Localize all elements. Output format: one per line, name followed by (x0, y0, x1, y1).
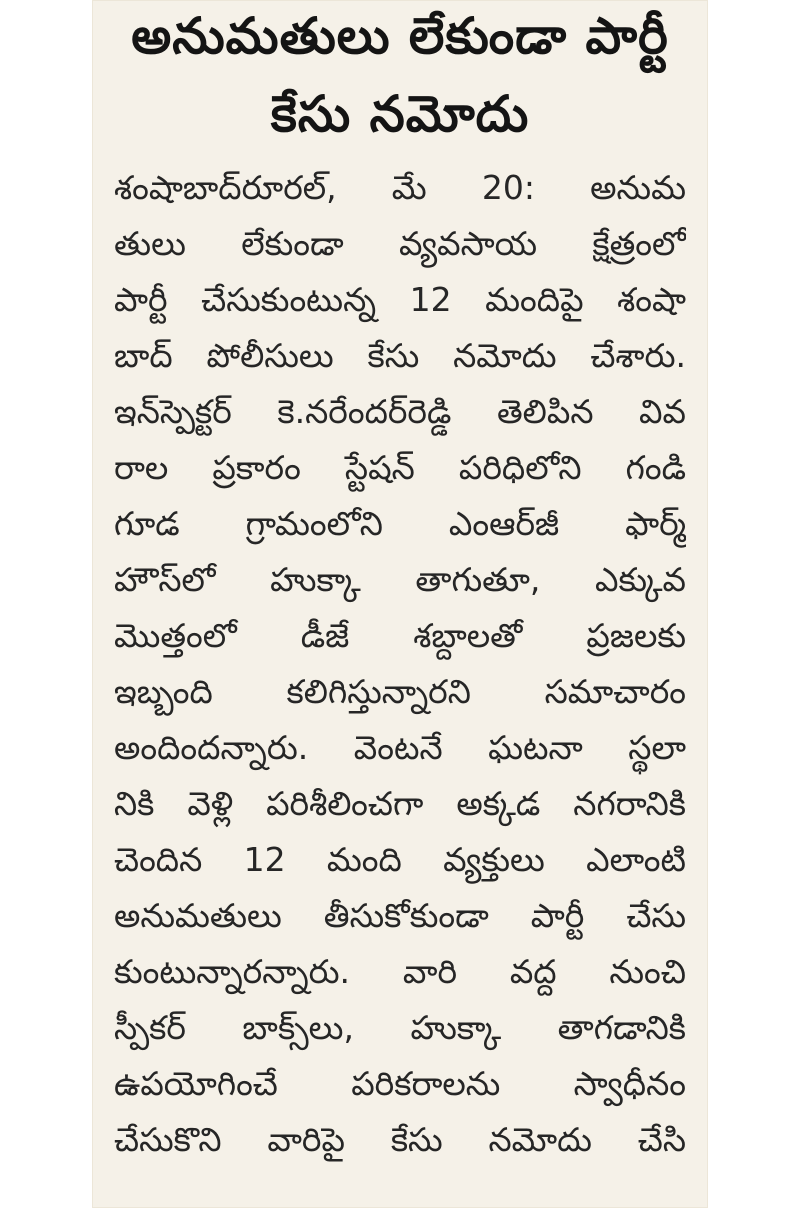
article-line: శంషాబాద్‌రూరల్‌, మే 20: అనుమ (114, 168, 686, 207)
article-line: స్పీకర్‌ బాక్స్‌లు, హుక్కా తాగడానికి (114, 1008, 686, 1047)
article-line: ఉపయోగించే పరికరాలను స్వాధీనం (114, 1064, 686, 1103)
headline-line-2: కేసు నమోదు (270, 85, 530, 143)
article-line: చెందిన 12 మంది వ్యక్తులు ఎలాంటి (114, 840, 686, 879)
article-line: ఇబ్బంది కలిగిస్తున్నారని సమాచారం (114, 672, 686, 711)
article-line: గూడ గ్రామంలోని ఎంఆర్‌జీ ఫార్మ్‌ (114, 504, 686, 543)
article-line: అందిందన్నారు. వెంటనే ఘటనా స్థలా (114, 728, 686, 767)
news-clipping (92, 0, 708, 1208)
article-line: ఇన్‌స్పెక్టర్‌ కె.నరేందర్‌రెడ్డి తెలిపిన వివ (114, 392, 686, 431)
article-line: రాల ప్రకారం స్టేషన్‌ పరిధిలోని గండి (114, 448, 686, 487)
article-line: చేసుకొని వారిపై కేసు నమోదు చేసి (114, 1120, 686, 1159)
article-line: పార్టీ చేసుకుంటున్న 12 మందిపై శంషా (114, 280, 686, 319)
article-line: కుంటున్నారన్నారు. వారి వద్ద నుంచి (114, 952, 686, 991)
article-line: తులు లేకుండా వ్యవసాయ క్షేత్రంలో (114, 224, 686, 263)
article-line: నికి వెళ్లి పరిశీలించగా అక్కడ నగరానికి (114, 784, 686, 823)
article-line: అనుమతులు తీసుకోకుండా పార్టీ చేసు (114, 896, 686, 935)
article-line: బాద్‌ పోలీసులు కేసు నమోదు చేశారు. (114, 336, 686, 375)
article-line: మొత్తంలో డీజే శబ్దాలతో ప్రజలకు (114, 616, 686, 655)
headline-line-1: అనుమతులు లేకుండా పార్టీ (131, 7, 669, 65)
article-line: హౌస్‌లో హుక్కా తాగుతూ, ఎక్కువ (114, 560, 686, 599)
